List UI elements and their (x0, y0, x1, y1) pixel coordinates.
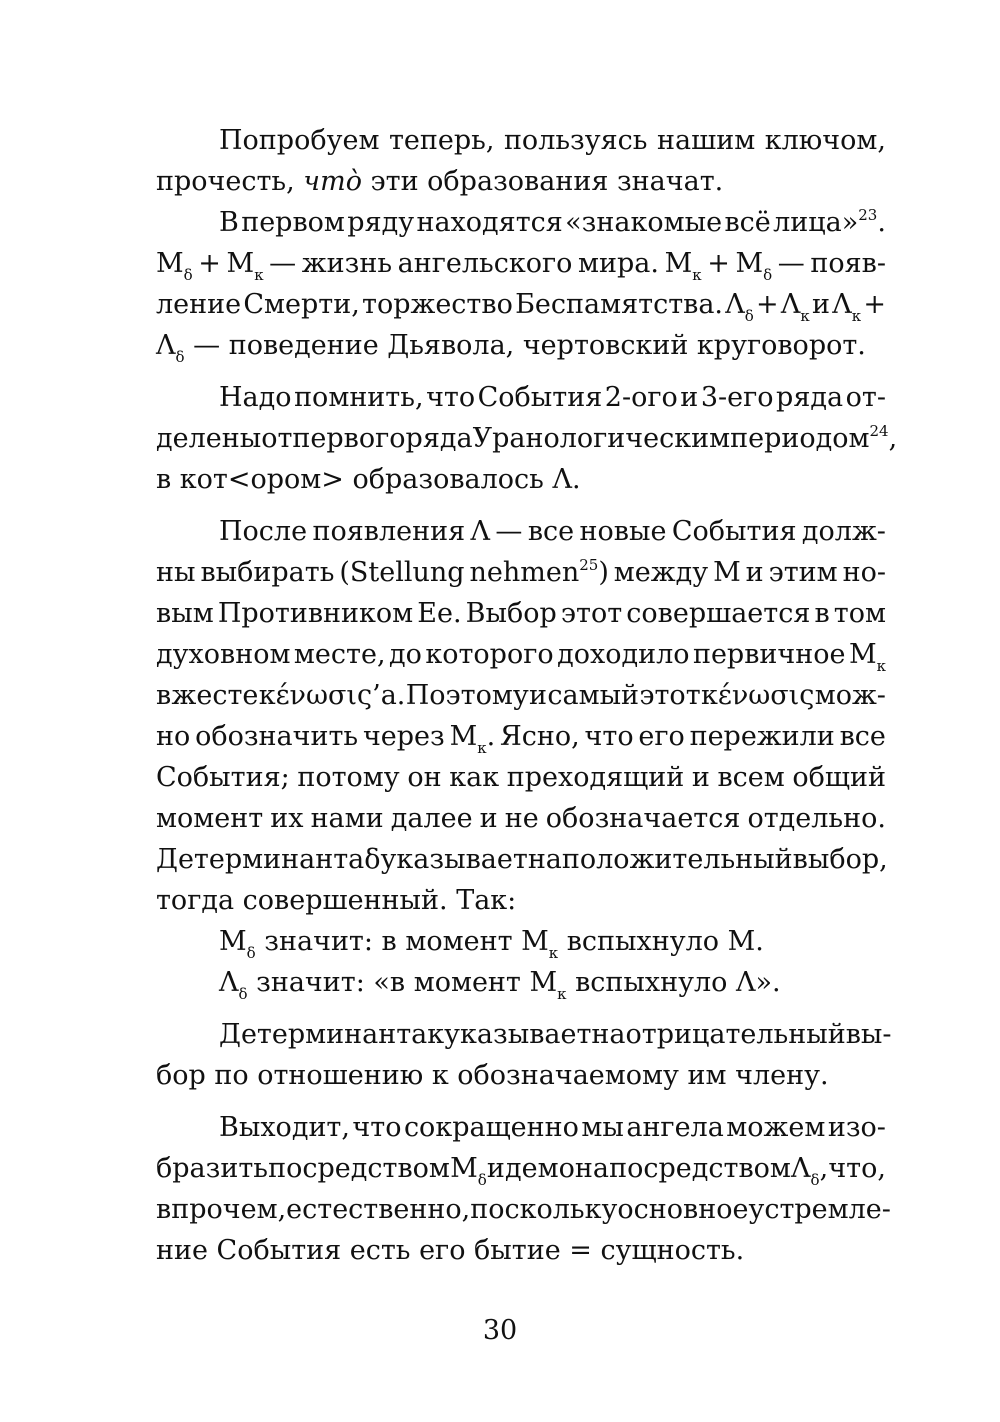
word: 2-ого (604, 382, 678, 413)
word: — (269, 248, 297, 279)
word: $M_\kappa$ (226, 248, 264, 284)
body-text (156, 120, 898, 1271)
word: nehmen$^{25}$) (469, 556, 609, 588)
page-number: 30 (482, 1315, 518, 1346)
word: «знакомые (565, 207, 723, 238)
word: $\Lambda_\delta$ (725, 289, 754, 325)
word: $M_\delta$ (450, 1153, 487, 1189)
word: всё (724, 207, 771, 238)
word: всем (717, 762, 785, 793)
word: в (156, 680, 172, 711)
word: не (504, 803, 539, 834)
word: духовном (156, 639, 291, 670)
line-text: тогда совершенный. Так: (156, 885, 517, 916)
word: $M_\kappa$ (664, 248, 702, 284)
word: ряду (347, 207, 415, 238)
text-line (156, 634, 886, 675)
word: устремле- (748, 1194, 891, 1225)
word: мы (581, 1112, 624, 1143)
word: нашим (657, 125, 756, 156)
word: Надо (219, 382, 292, 413)
text-line (156, 962, 886, 1003)
word: выбирать (200, 557, 335, 588)
text-line (156, 120, 886, 161)
word: сокращенно (403, 1112, 579, 1143)
word: ряда (776, 382, 844, 413)
line-text: ние События есть его бытие = сущность. (156, 1235, 745, 1266)
word: Уранологическим (472, 423, 731, 454)
text-line (156, 757, 886, 798)
word: $M_\delta$ (156, 248, 193, 284)
word: можем (726, 1112, 826, 1143)
word: от (261, 423, 293, 454)
word: впрочем, (156, 1194, 287, 1225)
text-line (156, 1014, 892, 1055)
word: Детерминанта (156, 844, 365, 875)
word: от- (845, 382, 886, 413)
word: $M_\delta$ (735, 248, 773, 284)
word: События (477, 382, 603, 413)
word: первичное (692, 639, 846, 670)
word: ряда (405, 423, 473, 454)
word: и (479, 803, 498, 834)
word: поскольку (470, 1194, 618, 1225)
word: этот (560, 598, 623, 629)
word: которого (425, 639, 554, 670)
word: События; (156, 762, 290, 793)
word: и (529, 680, 548, 711)
word: Попробуем (219, 125, 380, 156)
line-text: бор по отношению к обозначаемому им члену. (156, 1060, 829, 1091)
text-line (156, 1148, 886, 1189)
line-text: в кот<ором> образовалось Λ. (156, 464, 581, 495)
text-line (156, 552, 886, 593)
word: и (811, 289, 830, 320)
text-line (156, 880, 886, 921)
word: преходящий (506, 762, 685, 793)
word: мож- (814, 680, 886, 711)
word: этот (639, 680, 701, 711)
word: он (407, 762, 442, 793)
text-line (156, 418, 898, 459)
word: посредством (268, 1153, 450, 1184)
word: месте, (293, 639, 386, 670)
word: выбор, (792, 844, 888, 875)
word: на (527, 844, 562, 875)
word: на (591, 1019, 626, 1050)
word: теперь, (388, 125, 495, 156)
word: Беспамятства. (515, 289, 724, 320)
word: бразить (156, 1153, 268, 1184)
text-line (156, 921, 886, 962)
word: $\Lambda_\delta$, (791, 1153, 829, 1189)
word: ангельского (397, 248, 573, 279)
word: Смерти, (243, 289, 360, 320)
word: $M_\kappa$ (848, 639, 886, 675)
word: но- (842, 557, 886, 588)
word: самый (547, 680, 640, 711)
word: все (839, 721, 886, 752)
word: далее (390, 803, 473, 834)
word: отдельно. (747, 803, 886, 834)
word: появ- (810, 248, 886, 279)
word: указывает (380, 844, 528, 875)
word: основное (617, 1194, 749, 1225)
word: $\Lambda_\kappa$ (832, 289, 862, 325)
word: ключом, (764, 125, 886, 156)
word: положительный (561, 844, 793, 875)
word: первого (292, 423, 406, 454)
word: В (219, 207, 239, 238)
word: помнить, (294, 382, 424, 413)
line-text: прочесть, что̀ эти образования значат. (156, 166, 724, 197)
word: отрицательный (625, 1019, 846, 1050)
word: пережили (689, 721, 835, 752)
text-line (156, 716, 886, 757)
word: обозначается (545, 803, 741, 834)
text-line (156, 377, 886, 418)
text-line (156, 161, 886, 202)
word: δ (364, 844, 381, 875)
word: до (389, 639, 422, 670)
word: Противником (217, 598, 414, 629)
text-line (156, 325, 886, 366)
word: как (449, 762, 500, 793)
word: ангела (626, 1112, 724, 1143)
word: первом (241, 207, 345, 238)
word: демона (505, 1153, 609, 1184)
word: общий (792, 762, 886, 793)
word: $\Lambda_\kappa$ (780, 289, 810, 325)
word: момент (156, 803, 264, 834)
word: ны (156, 557, 196, 588)
word: лица»$^{23}$. (773, 206, 886, 238)
word: торжество (362, 289, 513, 320)
word: После (219, 516, 308, 547)
text-line (156, 675, 886, 716)
text-line (156, 1107, 886, 1148)
text-line (156, 798, 886, 839)
word: совершается (626, 598, 811, 629)
text-line (156, 243, 886, 284)
word: вы- (845, 1019, 892, 1050)
word: через (362, 721, 445, 752)
word: изо- (827, 1112, 886, 1143)
line-text: $\Lambda_\delta$ значит: «в момент $M_\kappa$ вспыхнуло Λ». (219, 967, 781, 1003)
word: к (427, 1019, 445, 1050)
line-text: $M_\delta$ значит: в момент $M_\kappa$ вспыхнуло M. (219, 926, 764, 962)
word: Ее. (417, 598, 462, 629)
word: Λ (470, 516, 491, 547)
word: том (833, 598, 886, 629)
text-line (156, 511, 886, 552)
word: вым (156, 598, 214, 629)
word: + (198, 248, 221, 279)
word: посредством (609, 1153, 791, 1184)
word: жизнь (301, 248, 393, 279)
text-line (156, 1055, 886, 1096)
word: указывает (444, 1019, 592, 1050)
word: обозначить (195, 721, 359, 752)
word: $M_\kappa$. (449, 721, 496, 757)
word: но (156, 721, 191, 752)
word: 3-его (700, 382, 774, 413)
word: и (486, 1153, 505, 1184)
word: в (814, 598, 830, 629)
word: мира. (578, 248, 659, 279)
word: (Stellung (339, 557, 465, 588)
word: События (671, 516, 797, 547)
word: все (527, 516, 575, 547)
word: появления (312, 516, 466, 547)
word: + (707, 248, 730, 279)
word: нами (310, 803, 384, 834)
text-line (156, 202, 886, 243)
word: что, (828, 1153, 886, 1184)
word: периодом$^{24}$, (730, 422, 898, 454)
word: κένωσις’а. (258, 680, 406, 711)
word: + (756, 289, 779, 320)
word: — (495, 516, 523, 547)
word: и (745, 557, 764, 588)
text-line (156, 839, 886, 880)
text-line (156, 1189, 891, 1230)
word: его (638, 721, 685, 752)
text-line (156, 284, 886, 325)
text-line (156, 1230, 886, 1271)
word: κένωσις (700, 680, 815, 711)
word: + (863, 289, 886, 320)
word: делены (156, 423, 262, 454)
word: жесте (171, 680, 259, 711)
word: — (777, 248, 805, 279)
word: и (680, 382, 699, 413)
word: Ясно, (499, 721, 580, 752)
text-line (156, 593, 886, 634)
word: что (584, 721, 634, 752)
word: потому (297, 762, 400, 793)
word: что (352, 1112, 402, 1143)
word: между (613, 557, 709, 588)
word: новые (579, 516, 667, 547)
word: долж- (801, 516, 886, 547)
word: пользуясь (503, 125, 648, 156)
word: Поэтому (405, 680, 529, 711)
word: и (691, 762, 710, 793)
word: Выбор (465, 598, 557, 629)
word: что (426, 382, 476, 413)
word: естественно, (286, 1194, 471, 1225)
word: Выходит, (219, 1112, 350, 1143)
line-text: $\Lambda_\delta$ — поведение Дьявола, чертовский круговорот. (156, 330, 866, 366)
word: доходило (557, 639, 690, 670)
word: ление (156, 289, 242, 320)
text-line (156, 459, 886, 500)
word: находятся (416, 207, 563, 238)
word: этим (768, 557, 838, 588)
word: M (713, 557, 741, 588)
word: Детерминанта (219, 1019, 428, 1050)
word: их (270, 803, 304, 834)
